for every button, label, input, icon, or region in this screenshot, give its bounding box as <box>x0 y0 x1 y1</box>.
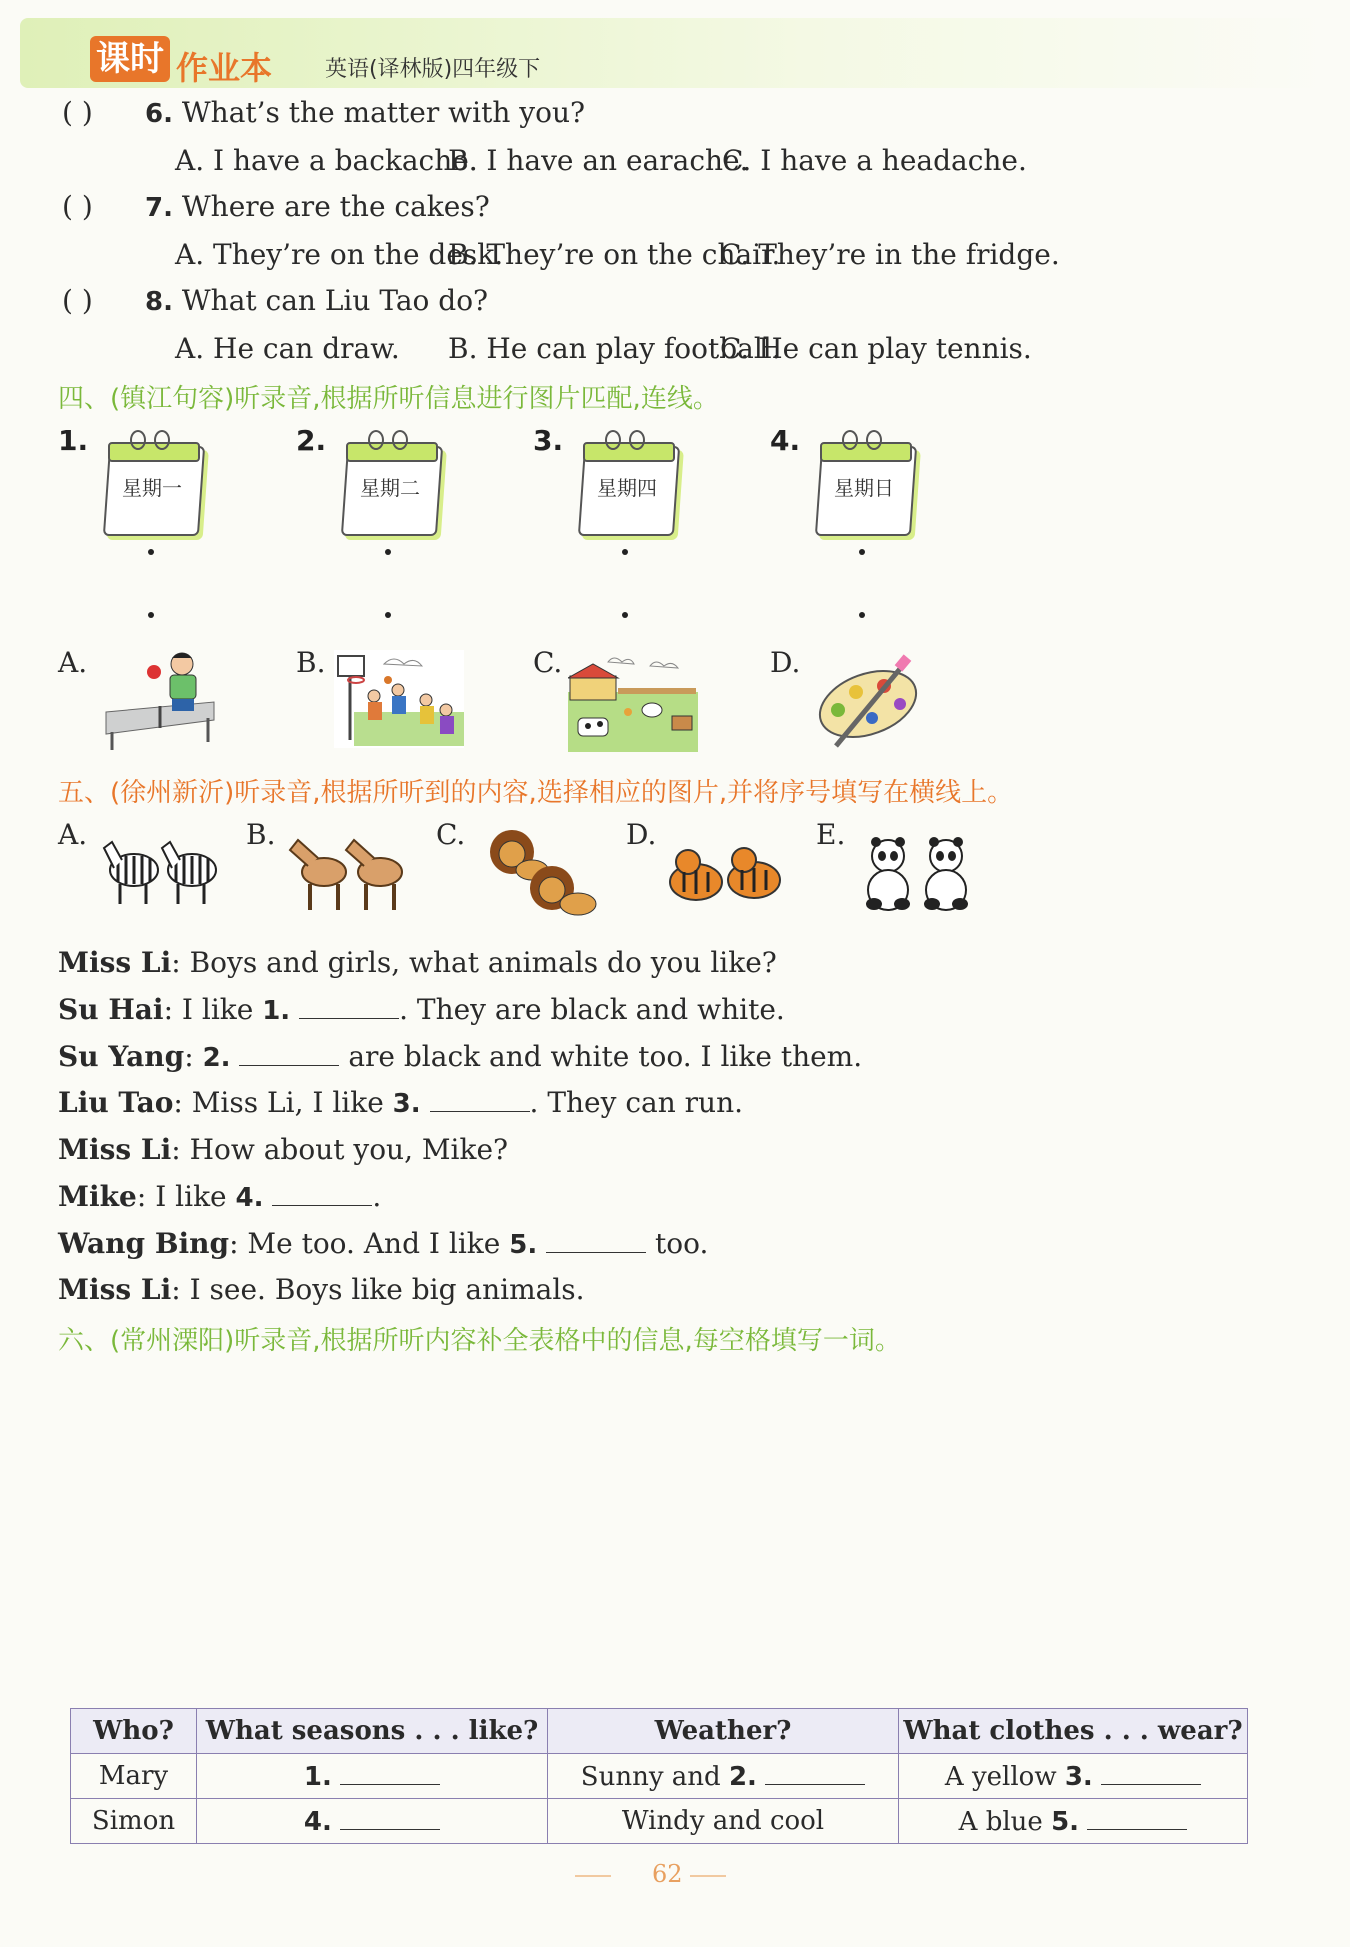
weather-cell: Sunny and 2. <box>548 1754 899 1799</box>
calendar-number: 1. <box>58 424 89 457</box>
picture-letter: C. <box>436 818 466 851</box>
picture-letter: A. <box>58 646 88 679</box>
section-6-title: 六、(常州溧阳)听录音,根据所听内容补全表格中的信息,每空格填写一词。 <box>58 1326 901 1356</box>
answer-blank[interactable] <box>340 1760 440 1785</box>
answer-blank[interactable] <box>1087 1805 1187 1830</box>
picture-letter: D. <box>770 646 801 679</box>
brand-box: 课时 <box>90 36 170 82</box>
dialogue-line: Miss Li: How about you, Mike? <box>58 1133 509 1166</box>
farm-picture <box>568 652 698 752</box>
subject-title: 英语(译林版)四年级下 <box>325 57 541 82</box>
picture-letter: B. <box>296 646 326 679</box>
question-8 <box>145 284 488 317</box>
picture-letter: D. <box>626 818 657 851</box>
season-cell: 1. <box>197 1754 548 1799</box>
match-dot-bottom[interactable] <box>859 612 865 618</box>
question-7 <box>145 190 490 223</box>
answer-paren[interactable]: ( ) <box>62 190 93 223</box>
column-header: What clothes . . . wear? <box>899 1709 1248 1754</box>
blank-number: 5. <box>509 1230 538 1260</box>
blank-number: 3. <box>392 1089 421 1119</box>
basketball-picture <box>334 650 464 748</box>
question-text: What can Liu Tao do? <box>181 284 489 317</box>
calendar-day-label: 星期二 <box>360 476 420 500</box>
dialogue-text: Boys and girls, what animals do you like? <box>189 946 777 979</box>
answer-blank[interactable] <box>1101 1760 1201 1785</box>
page-number-rule <box>575 1875 611 1877</box>
answer-blank[interactable] <box>765 1760 865 1785</box>
who-cell: Mary <box>71 1754 197 1799</box>
option-a: A. They’re on the desk. <box>175 238 504 271</box>
match-dot-bottom[interactable] <box>385 612 391 618</box>
table-row <box>71 1754 1248 1799</box>
question-number: 6. <box>145 99 173 129</box>
dialogue-text: Me too. And I like <box>247 1227 510 1260</box>
clothes-cell: A yellow 3. <box>899 1754 1248 1799</box>
match-dot-bottom[interactable] <box>148 612 154 618</box>
brand-name: 作业本 <box>176 48 273 87</box>
dialogue-text: How about you, Mike? <box>189 1133 509 1166</box>
calendar-number: 2. <box>296 424 327 457</box>
who-cell: Simon <box>71 1799 197 1844</box>
calendar-number: 4. <box>770 424 801 457</box>
zebra-icon <box>100 832 226 910</box>
speaker-name: Miss Li <box>58 1133 172 1166</box>
horse-icon <box>284 832 410 916</box>
calendar-icon <box>814 428 914 538</box>
weather-cell: Windy and cool <box>548 1799 899 1844</box>
dialogue-line: Su Yang: 2. are black and white too. I like them. <box>58 1040 863 1073</box>
answer-blank[interactable] <box>239 1041 339 1066</box>
dialogue-text: I see. Boys like big animals. <box>189 1273 585 1306</box>
table-row <box>71 1799 1248 1844</box>
answer-blank[interactable] <box>299 994 399 1019</box>
calendar-day-label: 星期一 <box>122 476 182 500</box>
answer-blank[interactable] <box>546 1228 646 1253</box>
calendar-day-label: 星期四 <box>597 476 657 500</box>
match-dot-top[interactable] <box>859 549 865 555</box>
match-dot-top[interactable] <box>385 549 391 555</box>
dialogue-text: I like <box>155 1180 236 1213</box>
picture-letter: A. <box>58 818 88 851</box>
picture-letter: E. <box>816 818 846 851</box>
option-c: C. I have a headache. <box>722 144 1027 177</box>
page-number: 62 <box>652 1860 683 1888</box>
option-b: B. He can play football. <box>448 332 781 365</box>
calendar-icon <box>102 428 202 538</box>
dialogue-text: are black and white too. I like them. <box>339 1040 863 1073</box>
clothes-cell: A blue 5. <box>899 1799 1248 1844</box>
dialogue-line: Mike: I like 4. . <box>58 1180 382 1213</box>
speaker-name: Su Hai <box>58 993 164 1026</box>
answer-blank[interactable] <box>272 1181 372 1206</box>
dialogue-text: Miss Li, I like <box>191 1086 393 1119</box>
calendar-icon <box>340 428 440 538</box>
answer-paren[interactable]: ( ) <box>62 96 93 129</box>
calendar-day-label: 星期日 <box>834 476 894 500</box>
dialogue-line: Su Hai: I like 1. . They are black and white. <box>58 993 785 1026</box>
speaker-name: Miss Li <box>58 1273 172 1306</box>
brand-logo <box>90 36 272 89</box>
season-cell: 4. <box>197 1799 548 1844</box>
column-header: What seasons . . . like? <box>197 1709 548 1754</box>
match-dot-top[interactable] <box>622 549 628 555</box>
match-dot-bottom[interactable] <box>622 612 628 618</box>
info-table <box>70 1708 1248 1844</box>
column-header: Who? <box>71 1709 197 1754</box>
dialogue-line: Wang Bing: Me too. And I like 5. too. <box>58 1227 709 1260</box>
section-5-title: 五、(徐州新沂)听录音,根据所听到的内容,选择相应的图片,并将序号填写在横线上。 <box>58 778 1014 808</box>
speaker-name: Mike <box>58 1180 137 1213</box>
match-dot-top[interactable] <box>148 549 154 555</box>
question-number: 8. <box>145 287 173 317</box>
answer-blank[interactable] <box>430 1087 530 1112</box>
dialogue-text: too. <box>646 1227 709 1260</box>
dialogue-text: I like <box>181 993 263 1026</box>
option-b: B. They’re on the chair. <box>448 238 781 271</box>
dialogue-line: Miss Li: I see. Boys like big animals. <box>58 1273 585 1306</box>
lion-icon <box>482 826 602 922</box>
page-number-rule <box>690 1875 726 1877</box>
blank-number: 2. <box>202 1043 231 1073</box>
speaker-name: Liu Tao <box>58 1086 174 1119</box>
paint-palette-picture <box>812 652 932 752</box>
column-header: Weather? <box>548 1709 899 1754</box>
calendar-number: 3. <box>533 424 564 457</box>
answer-blank[interactable] <box>340 1805 440 1830</box>
dialogue-line: Liu Tao: Miss Li, I like 3. . They can run. <box>58 1086 744 1119</box>
section-4-title: 四、(镇江句容)听录音,根据所听信息进行图片匹配,连线。 <box>58 384 719 414</box>
option-c: C. They’re in the fridge. <box>720 238 1060 271</box>
panda-icon <box>860 834 976 916</box>
speaker-name: Wang Bing <box>58 1227 230 1260</box>
blank-number: 1. <box>262 996 291 1026</box>
question-6 <box>145 96 585 129</box>
question-number: 7. <box>145 193 173 223</box>
option-b: B. I have an earache. <box>448 144 749 177</box>
dialogue-text: . They are black and white. <box>399 993 785 1026</box>
tiger-icon <box>664 842 794 910</box>
dialogue-text: . <box>372 1180 382 1213</box>
blank-number: 4. <box>235 1183 264 1213</box>
speaker-name: Su Yang <box>58 1040 185 1073</box>
question-text: What’s the matter with you? <box>181 96 585 129</box>
option-c: C. He can play tennis. <box>720 332 1032 365</box>
dialogue-line: Miss Li: Boys and girls, what animals do you like? <box>58 946 777 979</box>
speaker-name: Miss Li <box>58 946 172 979</box>
option-a: A. He can draw. <box>175 332 400 365</box>
picture-letter: C. <box>533 646 563 679</box>
answer-paren[interactable]: ( ) <box>62 284 93 317</box>
picture-letter: B. <box>246 818 276 851</box>
option-a: A. I have a backache. <box>175 144 478 177</box>
calendar-icon <box>577 428 677 538</box>
table-tennis-picture <box>102 650 222 754</box>
table-header-row <box>71 1709 1248 1754</box>
question-text: Where are the cakes? <box>181 190 490 223</box>
dialogue-text: . They can run. <box>529 1086 744 1119</box>
